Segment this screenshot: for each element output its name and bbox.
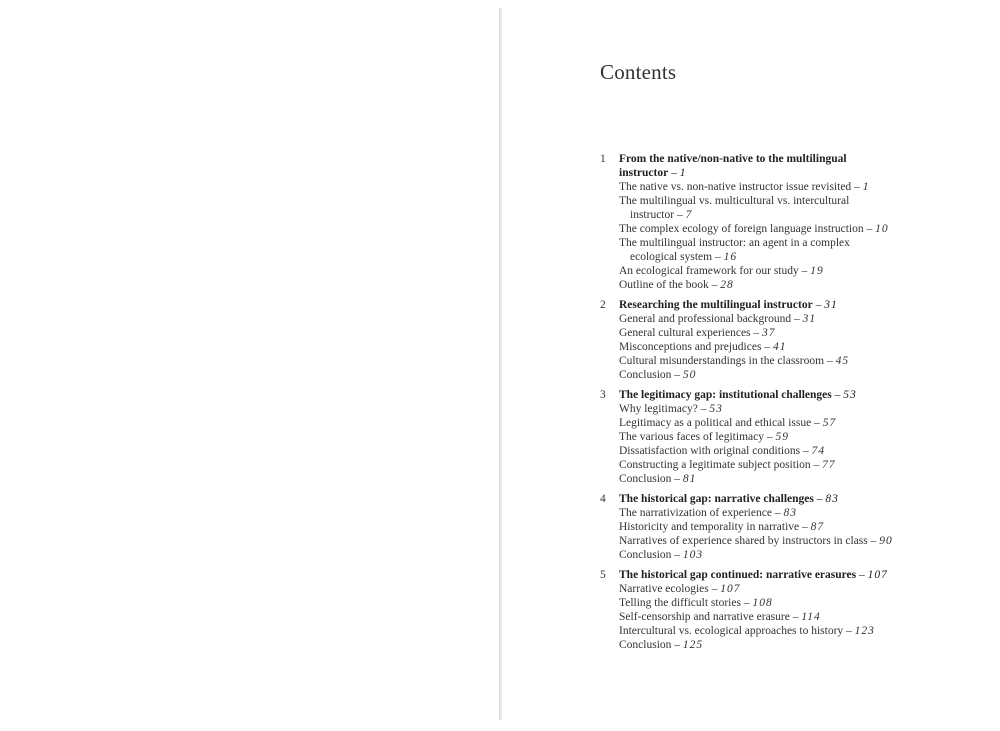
section-entry-line: Intercultural vs. ecological approaches to history – 123: [619, 625, 875, 637]
chapter-number: 3: [600, 389, 606, 401]
entry-text: Intercultural vs. ecological approaches to history: [619, 625, 844, 637]
chapter-title-line: Researching the multilingual instructor – 31: [619, 299, 838, 311]
entry-text: Historicity and temporality in narrative: [619, 521, 800, 533]
page-number: 16: [723, 251, 738, 263]
page-number: 45: [835, 355, 850, 367]
chapter-block: [600, 298, 930, 382]
chapter-block: [600, 492, 930, 562]
section-entry-line: [619, 194, 930, 208]
page-number: 53: [843, 389, 857, 401]
section-entry-line: The narrativization of experience – 83: [619, 507, 797, 519]
page-number: 50: [682, 369, 697, 381]
left-page-blank: [0, 0, 498, 731]
section-entry-line: Telling the difficult stories – 108: [619, 597, 773, 609]
entry-text: Legitimacy as a political and ethical issue: [619, 417, 812, 429]
page-number: 103: [682, 549, 704, 561]
entry-text: General cultural experiences: [619, 327, 751, 339]
section-entry-line: Conclusion – 81: [619, 473, 697, 485]
chapter-entries: [619, 568, 930, 652]
entry-text: Constructing a legitimate subject position: [619, 459, 811, 471]
section-entry-line: Historicity and temporality in narrative – 87: [619, 521, 825, 533]
page-number: 59: [775, 431, 789, 443]
entry-text: Misconceptions and prejudices: [619, 341, 762, 353]
section-entry-line: General cultural experiences – 37: [619, 327, 776, 339]
page-number: 81: [682, 473, 697, 485]
section-entry-line: Constructing a legitimate subject position – 77: [619, 459, 836, 471]
section-entry-line: The native vs. non-native instructor issue revisited – 1: [619, 181, 870, 193]
page-number: 74: [811, 445, 826, 457]
entry-text: The various faces of legitimacy: [619, 431, 764, 443]
page-number: 31: [802, 313, 817, 325]
right-page: [502, 0, 1000, 731]
page-number: 10: [875, 223, 889, 235]
chapter-number: 4: [600, 493, 606, 505]
entry-text: Researching the multilingual instructor: [619, 299, 813, 311]
section-entry-line: Narrative ecologies – 107: [619, 583, 741, 595]
entry-text: The multilingual vs. multicultural vs. intercultural: [619, 195, 850, 207]
section-entry-line: Narratives of experience shared by instructors in class – 90: [619, 535, 893, 547]
chapter-title-line: The historical gap continued: narrative erasures – 107: [619, 569, 888, 581]
page-number: 87: [810, 521, 825, 533]
entry-text: The legitimacy gap: institutional challenges: [619, 389, 832, 401]
section-entry-line: Conclusion – 125: [619, 639, 704, 651]
entry-text: Why legitimacy?: [619, 403, 698, 415]
chapter-entries: [619, 492, 930, 562]
section-entry-line: Self-censorship and narrative erasure – 114: [619, 611, 821, 623]
section-entry-line: [619, 236, 930, 250]
entry-text: Narratives of experience shared by instructors in class: [619, 535, 868, 547]
section-entry-line: Outline of the book – 28: [619, 279, 734, 291]
table-of-contents: [600, 152, 930, 658]
entry-text: The native vs. non-native instructor issue revisited: [619, 181, 852, 193]
entry-text: From the native/non-native to the multilingual: [619, 153, 847, 165]
page-title: Contents: [600, 60, 677, 84]
page-number: 28: [720, 279, 734, 291]
chapter-block: [600, 152, 930, 292]
chapter-title-line: instructor – 1: [619, 167, 687, 179]
page-number: 108: [752, 597, 773, 609]
entry-text: General and professional background: [619, 313, 792, 325]
section-entry-line: Why legitimacy? – 53: [619, 403, 723, 415]
page-number: 53: [709, 403, 723, 415]
entry-text: Narrative ecologies: [619, 583, 709, 595]
section-entry-line: Legitimacy as a political and ethical issue – 57: [619, 417, 837, 429]
page-number: 90: [879, 535, 893, 547]
page-number: 114: [801, 611, 821, 623]
entry-text: Cultural misunderstandings in the classroom: [619, 355, 825, 367]
chapter-entries: [619, 388, 930, 486]
entry-text: ecological system: [630, 251, 713, 263]
entry-text: The multilingual instructor: an agent in a complex: [619, 237, 850, 249]
section-entry-line: ecological system – 16: [630, 251, 738, 263]
page-number: 1: [862, 181, 870, 193]
section-entry-line: General and professional background – 31: [619, 313, 817, 325]
entry-text: Conclusion: [619, 473, 672, 485]
section-entry-line: Conclusion – 103: [619, 549, 704, 561]
page-number: 7: [685, 209, 693, 221]
entry-text: instructor: [630, 209, 675, 221]
page-number: 107: [867, 569, 888, 581]
entry-text: Dissatisfaction with original conditions: [619, 445, 801, 457]
section-entry-line: The complex ecology of foreign language instruction – 10: [619, 223, 889, 235]
entry-text: Conclusion: [619, 639, 672, 651]
entry-text: The historical gap: narrative challenges: [619, 493, 814, 505]
chapter-number: 2: [600, 299, 606, 311]
page-number: 41: [772, 341, 787, 353]
entry-text: Conclusion: [619, 369, 672, 381]
chapter-title-line: The historical gap: narrative challenges – 83: [619, 493, 839, 505]
chapter-title-line: [619, 152, 930, 166]
page-number: 31: [824, 299, 838, 311]
entry-text: Conclusion: [619, 549, 672, 561]
entry-text: The historical gap continued: narrative erasures: [619, 569, 857, 581]
chapter-number: 5: [600, 569, 606, 581]
entry-text: Telling the difficult stories: [619, 597, 741, 609]
section-entry-line: The various faces of legitimacy – 59: [619, 431, 789, 443]
page-number: 77: [822, 459, 836, 471]
page-number: 37: [762, 327, 776, 339]
entry-text: Self-censorship and narrative erasure: [619, 611, 790, 623]
entry-text: An ecological framework for our study: [619, 265, 799, 277]
chapter-number: 1: [600, 153, 606, 165]
chapter-block: [600, 388, 930, 486]
page-number: 83: [825, 493, 839, 505]
page-number: 123: [854, 625, 875, 637]
chapter-entries: [619, 152, 930, 292]
page-number: 1: [679, 167, 687, 179]
chapter-title-line: The legitimacy gap: institutional challenges – 53: [619, 389, 857, 401]
section-entry-line: Cultural misunderstandings in the classroom – 45: [619, 355, 850, 367]
page-number: 125: [682, 639, 704, 651]
entry-text: The complex ecology of foreign language instruction: [619, 223, 864, 235]
section-entry-line: instructor – 7: [630, 209, 693, 221]
chapter-block: [600, 568, 930, 652]
page-number: 19: [810, 265, 824, 277]
section-entry-line: Conclusion – 50: [619, 369, 697, 381]
chapter-entries: [619, 298, 930, 382]
section-entry-line: Misconceptions and prejudices – 41: [619, 341, 787, 353]
entry-text: Outline of the book: [619, 279, 709, 291]
entry-text: The narrativization of experience: [619, 507, 772, 519]
page-number: 83: [783, 507, 797, 519]
page-number: 57: [822, 417, 837, 429]
page-number: 107: [720, 583, 741, 595]
entry-text: instructor: [619, 167, 669, 179]
section-entry-line: An ecological framework for our study – 19: [619, 265, 824, 277]
section-entry-line: Dissatisfaction with original conditions – 74: [619, 445, 826, 457]
